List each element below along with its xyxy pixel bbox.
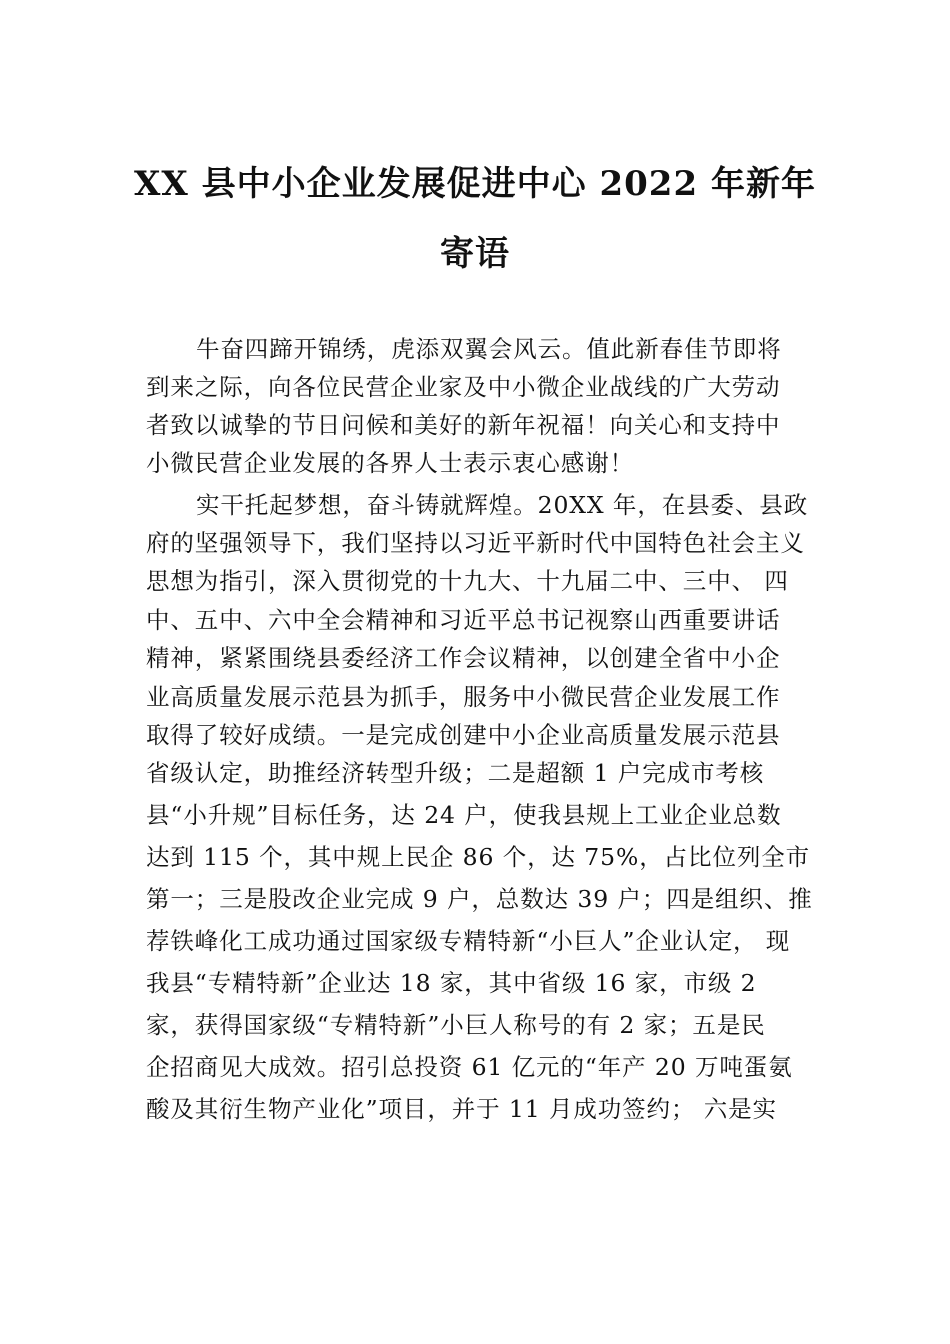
paragraph-2-line-14: 家，获得国家级“专精特新”小巨人称号的有 2 家；五是民 — [146, 1011, 766, 1039]
paragraph-1-line-3: 者致以诚挚的节日问候和美好的新年祝福！向关心和支持中 — [146, 411, 781, 439]
paragraph-2-line-2: 府的坚强领导下，我们坚持以习近平新时代中国特色社会主义 — [146, 529, 805, 557]
paragraph-2-line-11: 第一；三是股改企业完成 9 户，总数达 39 户；四是组织、推 — [146, 885, 813, 913]
paragraph-2-line-5: 精神，紧紧围绕县委经济工作会议精神，以创建全省中小企 — [146, 644, 781, 672]
paragraph-2-line-10: 达到 115 个，其中规上民企 86 个，达 75%，占比位列全市 — [146, 843, 811, 871]
paragraph-2-line-4: 中、五中、六中全会精神和习近平总书记视察山西重要讲话 — [146, 606, 781, 634]
paragraph-2-line-6: 业高质量发展示范县为抓手，服务中小微民营企业发展工作 — [146, 683, 781, 711]
paragraph-2-line-3: 思想为指引，深入贯彻党的十九大、十九届二中、三中、 四 — [146, 567, 789, 595]
paragraph-2-line-1: 实干托起梦想，奋斗铸就辉煌。20XX 年，在县委、县政 — [196, 491, 809, 519]
paragraph-1-line-2: 到来之际，向各位民营企业家及中小微企业战线的广大劳动 — [146, 373, 781, 401]
paragraph-2-line-7: 取得了较好成绩。一是完成创建中小企业高质量发展示范县 — [146, 721, 781, 749]
paragraph-2-line-16: 酸及其衍生物产业化”项目，并于 11 月成功签约； 六是实 — [146, 1095, 777, 1123]
paragraph-1-line-1: 牛奋四蹄开锦绣，虎添双翼会风云。值此新春佳节即将 — [196, 335, 782, 363]
paragraph-2-line-8: 省级认定，助推经济转型升级；二是超额 1 户完成市考核 — [146, 759, 765, 787]
paragraph-2-line-13: 我县“专精特新”企业达 18 家，其中省级 16 家，市级 2 — [146, 969, 757, 997]
paragraph-1-line-4: 小微民营企业发展的各界人士表示衷心感谢！ — [146, 449, 634, 477]
paragraph-2-line-12: 荐铁峰化工成功通过国家级专精特新“小巨人”企业认定， 现 — [146, 927, 791, 955]
document-title-line-1: XX 县中小企业发展促进中心 2022 年新年 — [134, 164, 816, 204]
document-title-line-2: 寄语 — [440, 234, 510, 274]
paragraph-2-line-9: 县“小升规”目标任务，达 24 户，使我县规上工业企业总数 — [146, 801, 782, 829]
paragraph-2-line-15: 企招商见大成效。招引总投资 61 亿元的“年产 20 万吨蛋氨 — [146, 1053, 793, 1081]
